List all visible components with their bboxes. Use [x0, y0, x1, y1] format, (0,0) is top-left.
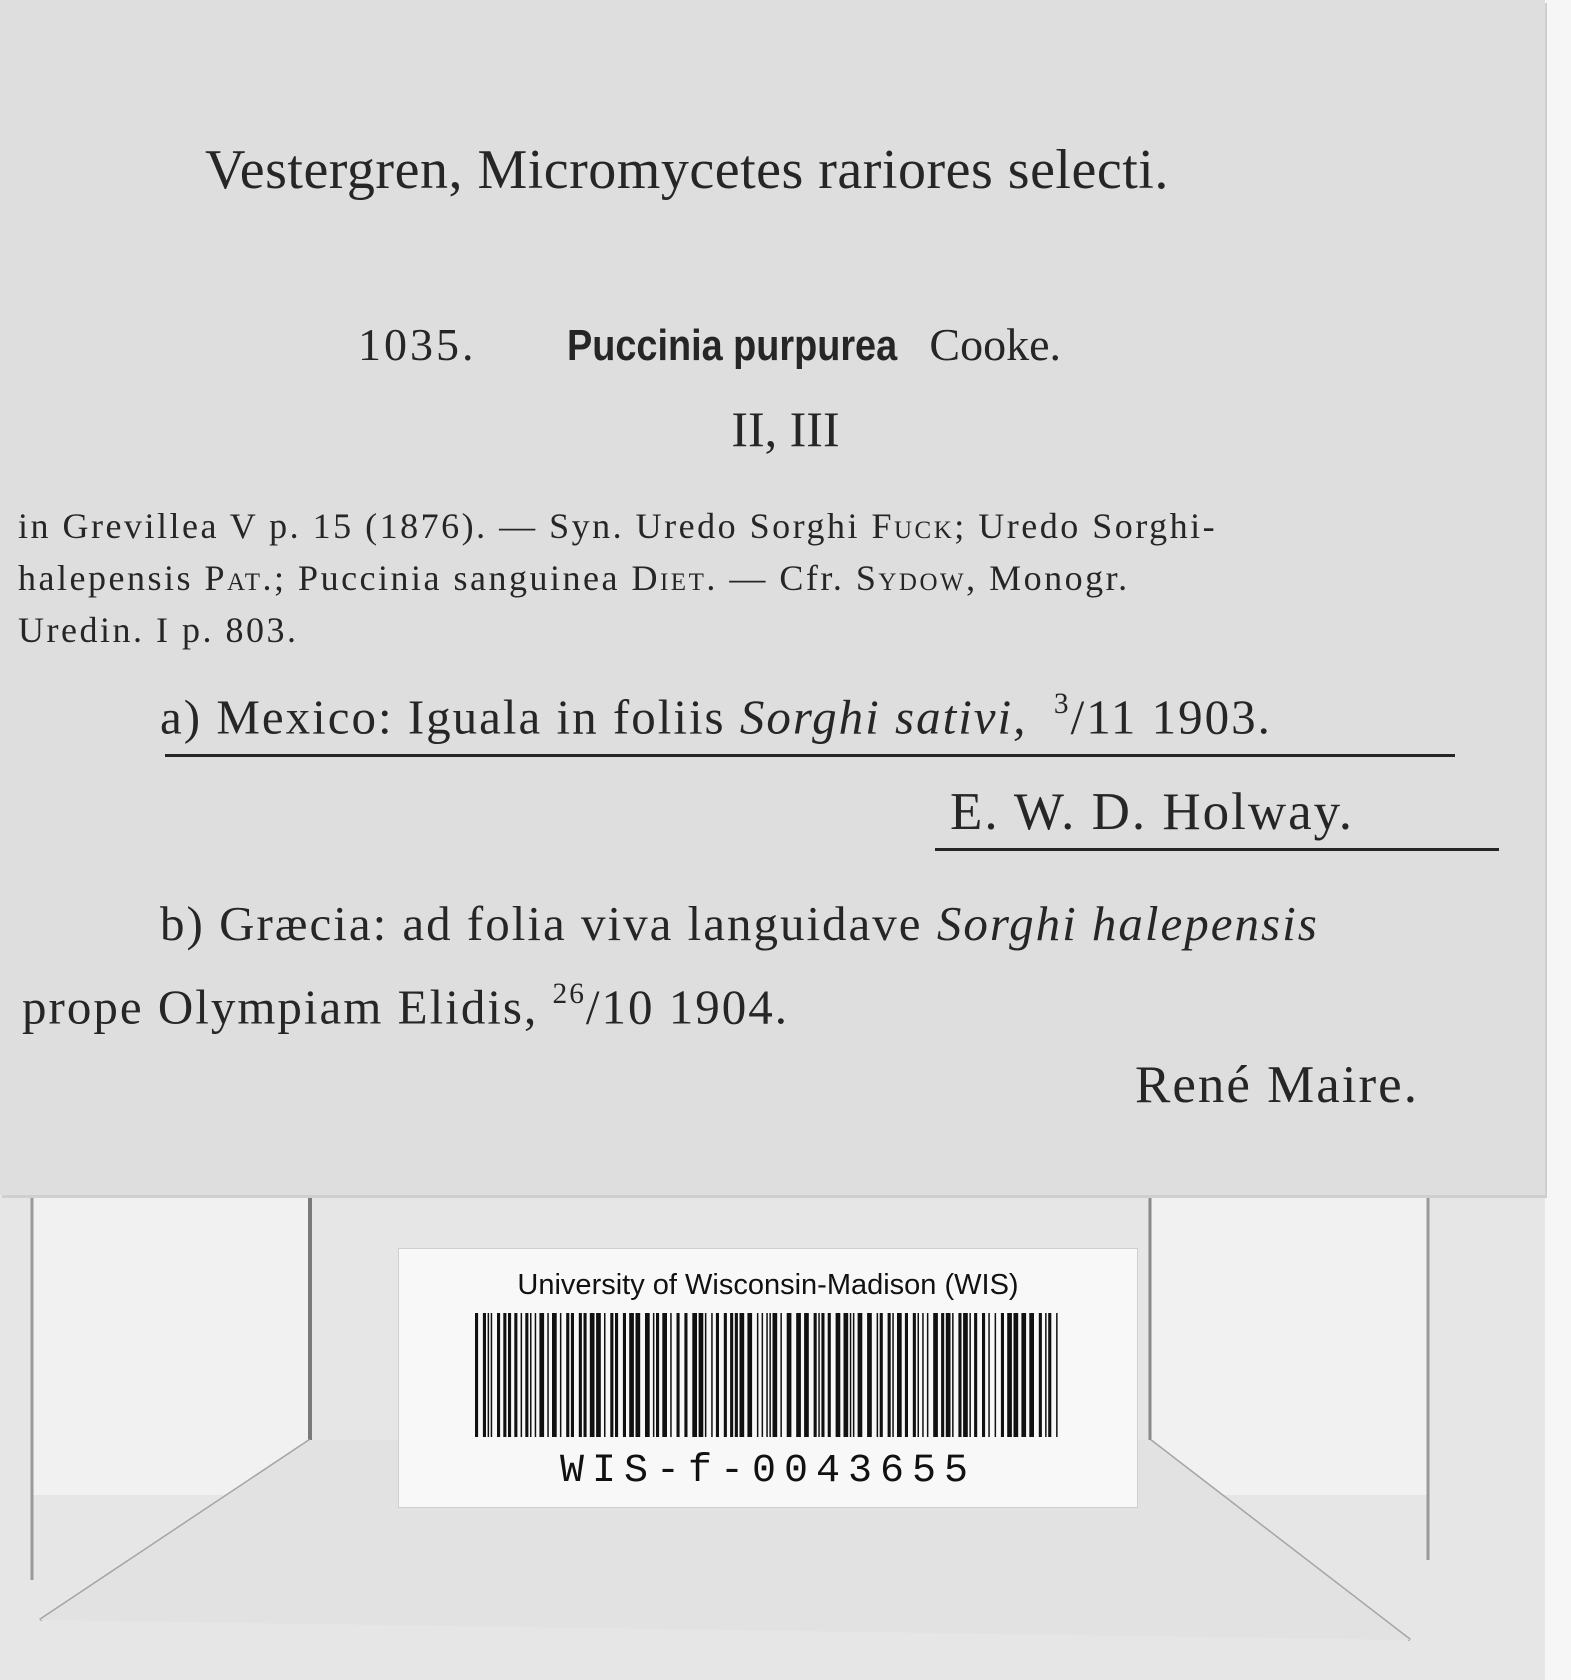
synonymy-line-2: halepensis Pat.; Puccinia sanguinea Diet. — Cfr. Sydow, Monogr.	[18, 558, 1130, 598]
underline-a	[165, 754, 1455, 757]
collector-a: E. W. D. Holway.	[950, 783, 1354, 841]
locality-b-line-1: b) Græcia: ad folia viva languidave Sorghi halepensis	[160, 896, 1319, 951]
series-title: Vestergren, Micromycetes rariores selecti.	[205, 139, 1169, 201]
locality-a: a) Mexico: Iguala in foliis Sorghi sativi, $^3$/11 1903.	[160, 688, 1272, 745]
spore-stages: II, III	[731, 401, 840, 457]
exsiccata-number-line	[358, 318, 1061, 371]
underline-collector-a	[935, 848, 1499, 851]
locality-b-line-2: prope Olympiam Elidis, $^{26}$/10 1904.	[22, 978, 790, 1035]
synonymy-line-1: in Grevillea V p. 15 (1876). — Syn. Uredo Sorghi Fuck; Uredo Sorghi-	[18, 506, 1218, 546]
exsiccata-number: 1035.	[358, 319, 477, 370]
institution-name: University of Wisconsin-Madison (WIS)	[517, 1269, 1019, 1301]
collector-b: René Maire.	[1135, 1056, 1419, 1114]
host-b: Sorghi halepensis	[936, 896, 1319, 951]
taxon-name: Puccinia purpurea	[566, 321, 897, 370]
synonymy-line-3: Uredin. I p. 803.	[18, 610, 299, 650]
taxon-author: Cooke.	[929, 319, 1061, 370]
barcode-icon	[475, 1313, 1061, 1437]
barcode-number: WIS-f-0043655	[559, 1449, 977, 1494]
host-a: Sorghi sativi,	[739, 689, 1028, 745]
barcode-label	[398, 1248, 1138, 1508]
sheet-right-edge	[1545, 0, 1571, 1680]
